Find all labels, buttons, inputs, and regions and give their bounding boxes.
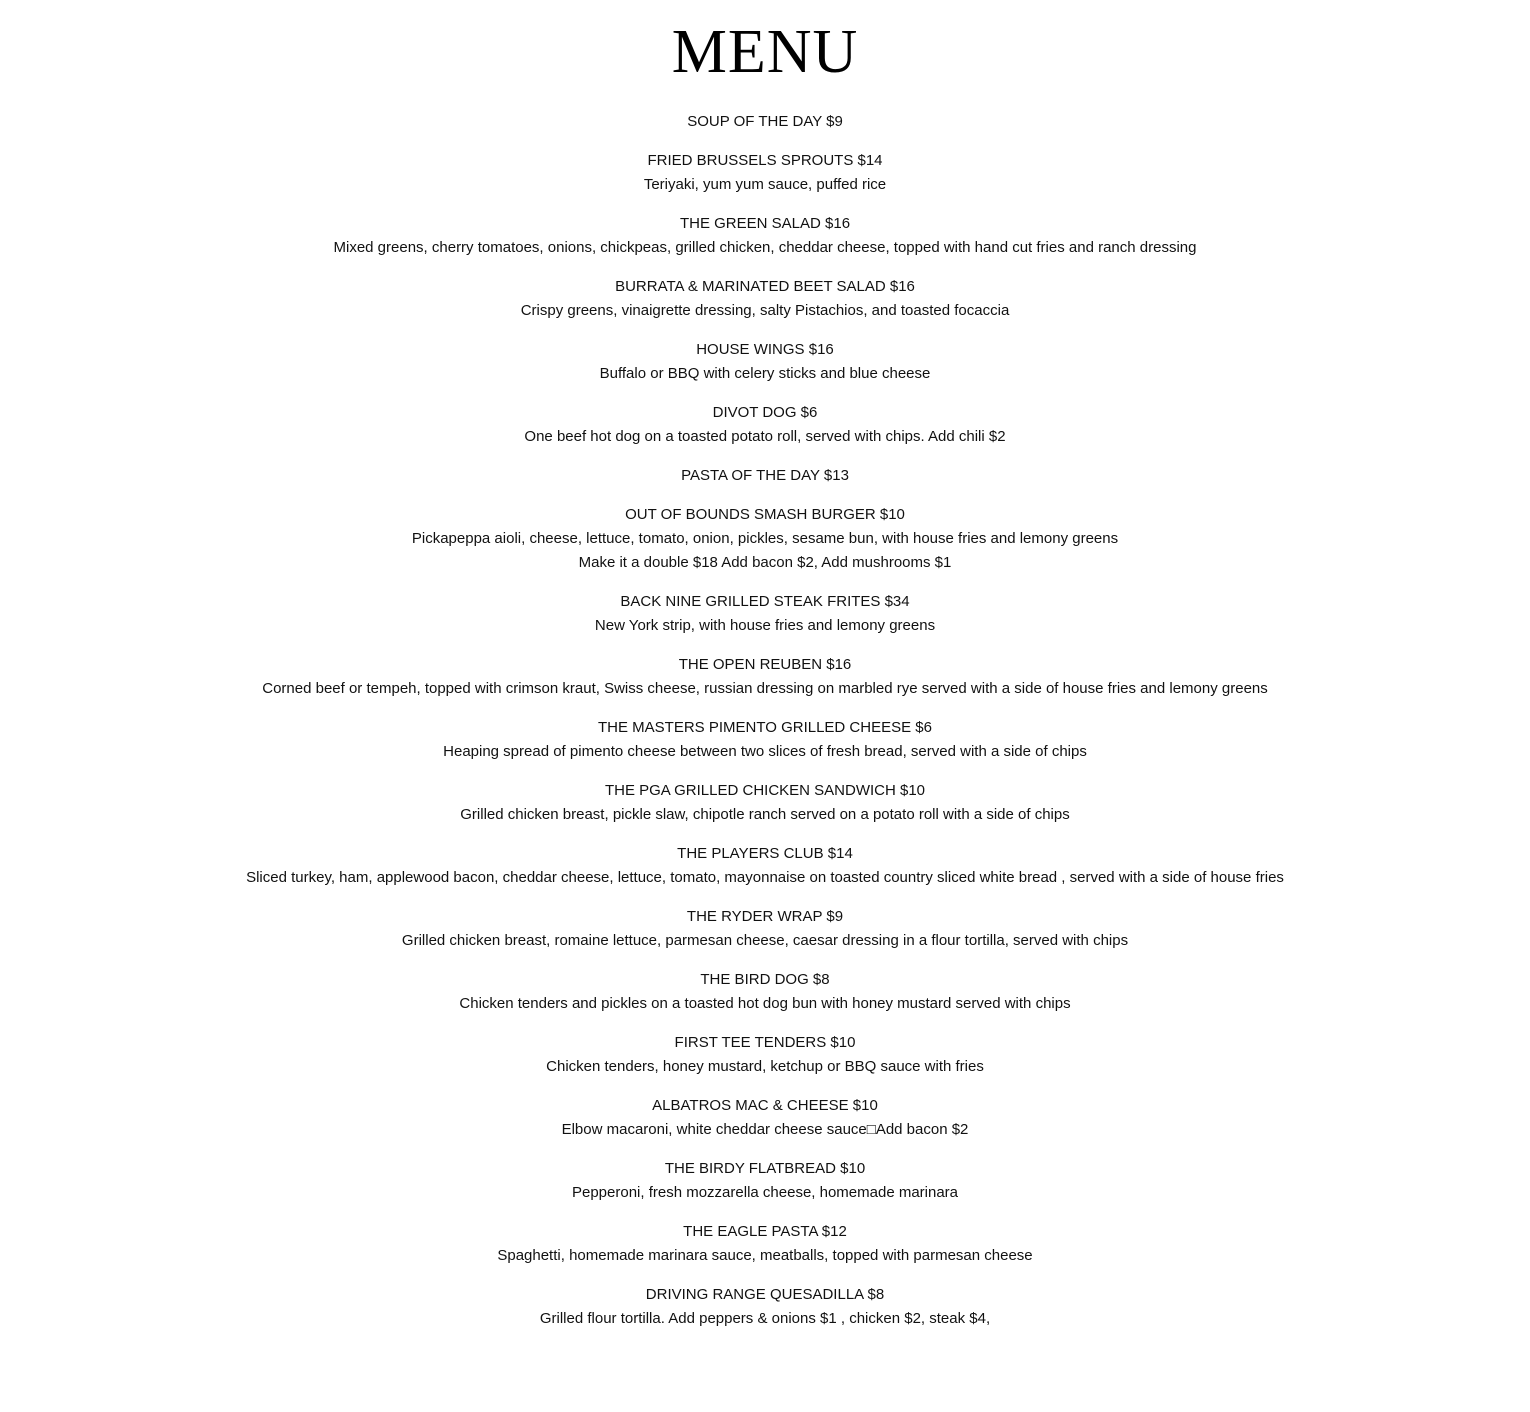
menu-item-name: FIRST TEE TENDERS $10 xyxy=(674,1034,856,1051)
menu-item xyxy=(0,1220,1530,1268)
menu-item-description: Make it a double $18 Add bacon $2, Add mushrooms $1 xyxy=(578,554,952,571)
menu-item-name: THE MASTERS PIMENTO GRILLED CHEESE $6 xyxy=(598,719,932,736)
menu-item-name: HOUSE WINGS $16 xyxy=(696,341,834,358)
menu-item xyxy=(0,779,1530,827)
menu-item xyxy=(0,905,1530,953)
menu-item-description: Pickapeppa aioli, cheese, lettuce, tomato, onion, pickles, sesame bun, with house fries and lemony greens xyxy=(411,530,1119,547)
menu-item-description: Heaping spread of pimento cheese between two slices of fresh bread, served with a side of chips xyxy=(443,743,1087,760)
menu-item xyxy=(0,503,1530,575)
menu-item-description: Pepperoni, fresh mozzarella cheese, homemade marinara xyxy=(571,1184,959,1201)
menu-title: MENU xyxy=(671,18,859,86)
menu-item-description: Grilled chicken breast, romaine lettuce, parmesan cheese, caesar dressing in a flour tortilla, served with chips xyxy=(401,932,1129,949)
menu-item-name: THE OPEN REUBEN $16 xyxy=(678,656,852,673)
menu-item-name: THE BIRD DOG $8 xyxy=(700,971,830,988)
menu-item xyxy=(0,968,1530,1016)
menu-item-name: THE PGA GRILLED CHICKEN SANDWICH $10 xyxy=(604,782,926,799)
menu-item-description: Grilled flour tortilla. Add peppers & onions $1 , chicken $2, steak $4, xyxy=(539,1310,991,1327)
menu-item-description: Spaghetti, homemade marinara sauce, meatballs, topped with parmesan cheese xyxy=(497,1247,1033,1264)
menu-item-name: BURRATA & MARINATED BEET SALAD $16 xyxy=(615,278,915,295)
menu-item-name: THE RYDER WRAP $9 xyxy=(686,908,844,925)
menu-item xyxy=(0,275,1530,323)
menu-item-description: New York strip, with house fries and lemony greens xyxy=(594,617,936,634)
menu-item xyxy=(0,212,1530,260)
menu-item xyxy=(0,110,1530,134)
menu-item xyxy=(0,464,1530,488)
menu-item xyxy=(0,1283,1530,1331)
menu-item-description: Sliced turkey, ham, applewood bacon, cheddar cheese, lettuce, tomato, mayonnaise on toasted country sliced white bread , served with a side of house fries xyxy=(246,869,1284,886)
menu-item xyxy=(0,1157,1530,1205)
menu-item-name: DRIVING RANGE QUESADILLA $8 xyxy=(645,1286,885,1303)
menu-item xyxy=(0,401,1530,449)
menu-item xyxy=(0,338,1530,386)
menu-item-description: Buffalo or BBQ with celery sticks and blue cheese xyxy=(599,365,931,382)
menu-item-description: One beef hot dog on a toasted potato roll, served with chips. Add chili $2 xyxy=(524,428,1006,445)
menu-item-name: BACK NINE GRILLED STEAK FRITES $34 xyxy=(620,593,910,610)
menu-item-name: FRIED BRUSSELS SPROUTS $14 xyxy=(647,152,883,169)
menu-item-name: OUT OF BOUNDS SMASH BURGER $10 xyxy=(625,506,905,523)
menu-item xyxy=(0,149,1530,197)
menu-item-description: Chicken tenders and pickles on a toasted hot dog bun with honey mustard served with chips xyxy=(459,995,1071,1012)
menu-item-description: Grilled chicken breast, pickle slaw, chipotle ranch served on a potato roll with a side of chips xyxy=(460,806,1070,823)
menu-item-description: Teriyaki, yum yum sauce, puffed rice xyxy=(643,176,887,193)
menu-item-description: Mixed greens, cherry tomatoes, onions, chickpeas, grilled chicken, cheddar cheese, topped with hand cut fries and ranch dressing xyxy=(333,239,1197,256)
menu-item-description: Elbow macaroni, white cheddar cheese sauce□Add bacon $2 xyxy=(561,1121,969,1138)
menu-item-name: THE GREEN SALAD $16 xyxy=(679,215,851,232)
menu-item-name: THE EAGLE PASTA $12 xyxy=(683,1223,847,1240)
menu-list xyxy=(0,110,1530,1346)
menu-item-name: PASTA OF THE DAY $13 xyxy=(681,467,849,484)
menu-item-description: Corned beef or tempeh, topped with crimson kraut, Swiss cheese, russian dressing on marbled rye served with a side of house fries and lemony greens xyxy=(262,680,1268,697)
menu-item-name: SOUP OF THE DAY $9 xyxy=(687,113,843,130)
menu-item xyxy=(0,842,1530,890)
menu-item-name: DIVOT DOG $6 xyxy=(712,404,818,421)
menu-item-description: Crispy greens, vinaigrette dressing, salty Pistachios, and toasted focaccia xyxy=(520,302,1010,319)
menu-item-name: ALBATROS MAC & CHEESE $10 xyxy=(652,1097,878,1114)
menu-item-name: THE BIRDY FLATBREAD $10 xyxy=(664,1160,866,1177)
menu-item xyxy=(0,1031,1530,1079)
menu-item xyxy=(0,716,1530,764)
menu-item xyxy=(0,590,1530,638)
menu-item xyxy=(0,653,1530,701)
menu-item xyxy=(0,1094,1530,1142)
menu-item-description: Chicken tenders, honey mustard, ketchup or BBQ sauce with fries xyxy=(546,1058,984,1075)
menu-item-name: THE PLAYERS CLUB $14 xyxy=(677,845,853,862)
